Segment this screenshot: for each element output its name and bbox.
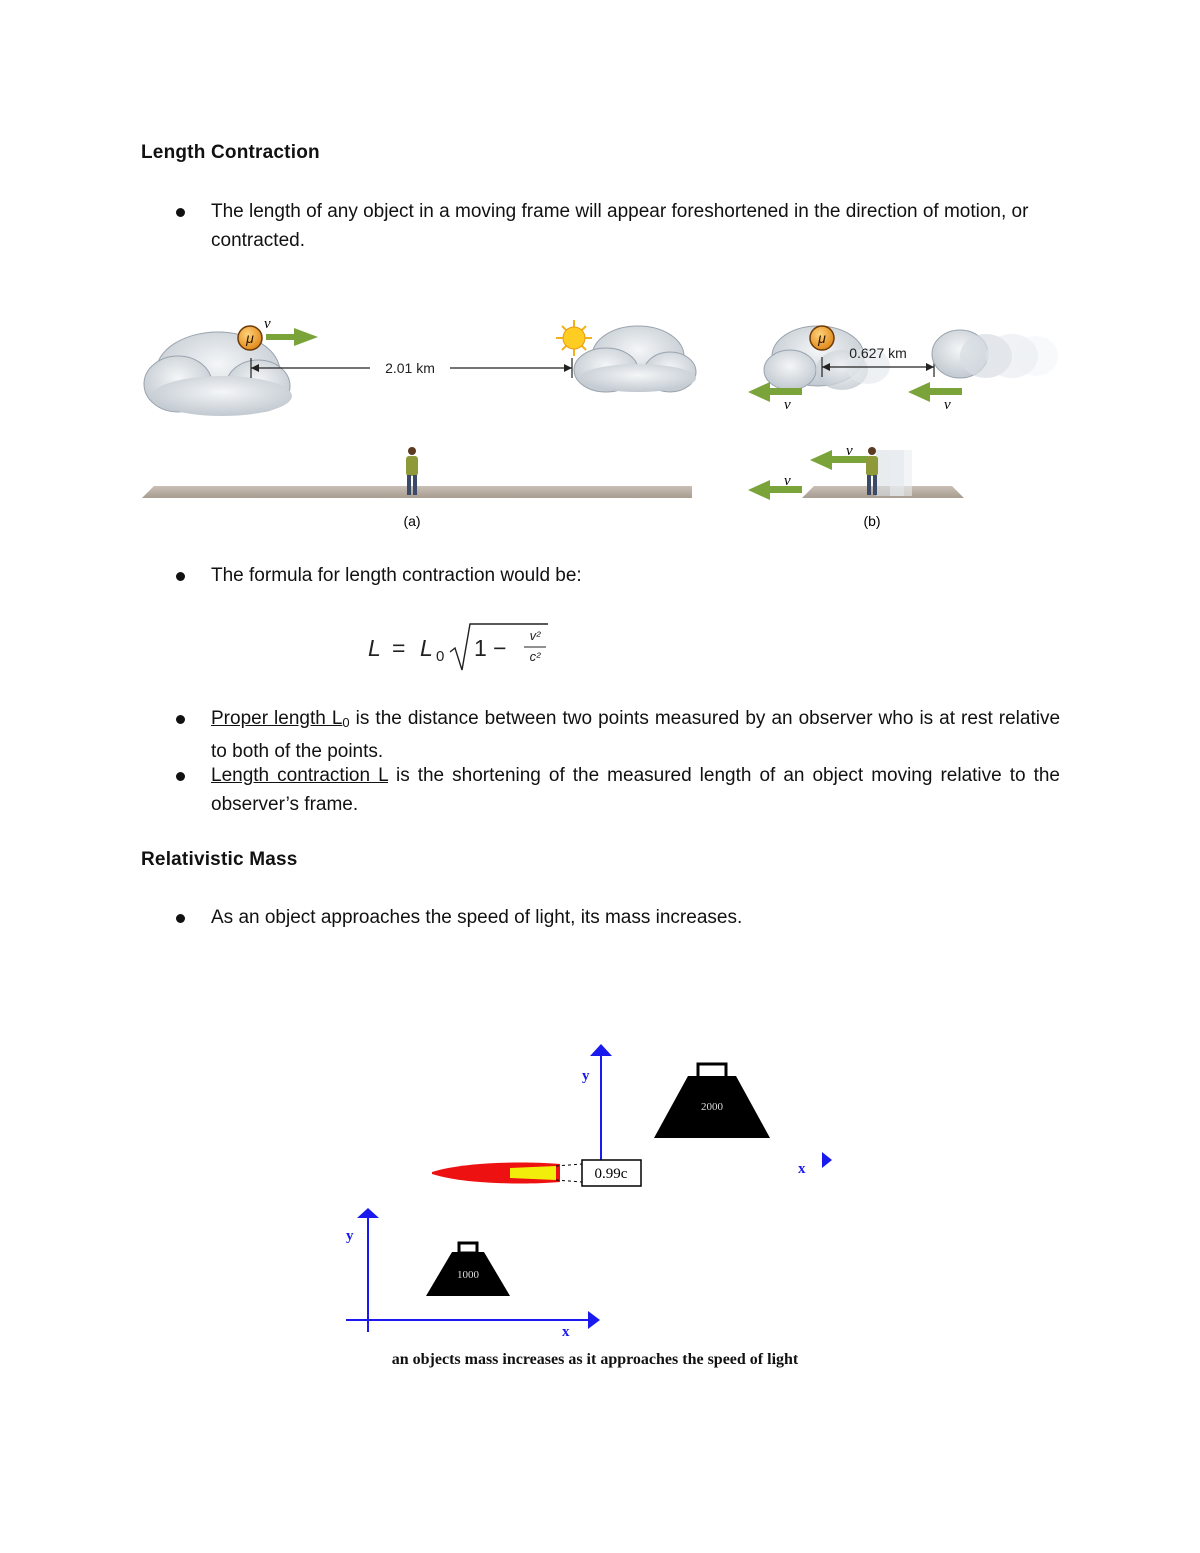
bullet-text: As an object approaches the speed of light, its mass increases. [211,907,743,928]
distance-label: 2.01 km [385,360,435,376]
cloud-icon [574,326,696,392]
velocity-label: v [784,473,791,489]
axis-label-x: x [798,1161,806,1177]
sun-icon [556,320,592,356]
cloud-icon [932,330,1058,378]
velocity-arrow-left-icon [908,382,962,402]
distance-label: 0.627 km [849,345,907,361]
figure-caption-a: (a) [403,513,421,529]
velocity-label: v [784,397,791,413]
axis-label-x: x [562,1324,570,1340]
relativistic-mass-figure [320,1040,880,1380]
svg-text:1 −: 1 − [474,635,507,661]
bullet-icon [176,208,185,217]
bullet-text: The formula for length contraction would be: [211,565,582,586]
velocity-arrow-left-icon [810,450,868,470]
section-heading-length-contraction: Length Contraction [141,142,320,163]
bullet-icon [176,715,185,724]
svg-text:c²: c² [529,649,541,664]
svg-text:L: L [368,635,381,661]
axis-label-y: y [346,1228,354,1244]
svg-text:L: L [420,635,433,661]
term-length-contraction: Length contraction L [211,765,388,786]
rocket-flame-icon [432,1162,582,1183]
axis-label-y: y [582,1068,590,1084]
svg-text:μ: μ [818,330,826,346]
length-contraction-formula [362,618,562,676]
bullet-text: Length contraction L is the shortening of the measured length of an object moving relative to the observer’s frame. [211,765,1060,815]
length-contraction-figure [138,312,1068,537]
figure-caption-b: (b) [863,513,881,529]
muon-particle-icon [238,326,262,350]
velocity-arrow-left-icon [748,480,802,500]
svg-text:=: = [392,635,406,661]
term-proper-length: Proper length $L_0$ [211,708,350,730]
mass-label-rest: 1000 [457,1269,479,1281]
speed-label: 0.99c [594,1166,628,1182]
bullet-icon [176,772,185,781]
bullet-icon [176,572,185,581]
mass-label-moving: 2000 [701,1101,723,1113]
section-heading-relativistic-mass: Relativistic Mass [141,849,298,870]
cloud-icon [144,332,292,416]
velocity-label: v [264,316,271,332]
bullet-icon [176,914,185,923]
velocity-label: v [846,443,853,459]
svg-text:μ: μ [246,330,254,346]
bullet-text: The length of any object in a moving frame will appear foreshortened in the direction of motion, or contracted. [211,201,1029,251]
figure-caption: an objects mass increases as it approaches the speed of light [391,1351,799,1368]
bullet-text: Proper length $L_0$ is the distance between two points measured by an observer who is at rest relative to both of the points. [211,708,1061,762]
svg-text:v²: v² [529,628,541,643]
velocity-label: v [944,397,951,413]
velocity-arrow-right-icon [266,328,318,346]
svg-text:0: 0 [436,648,445,665]
muon-particle-icon [810,326,834,350]
